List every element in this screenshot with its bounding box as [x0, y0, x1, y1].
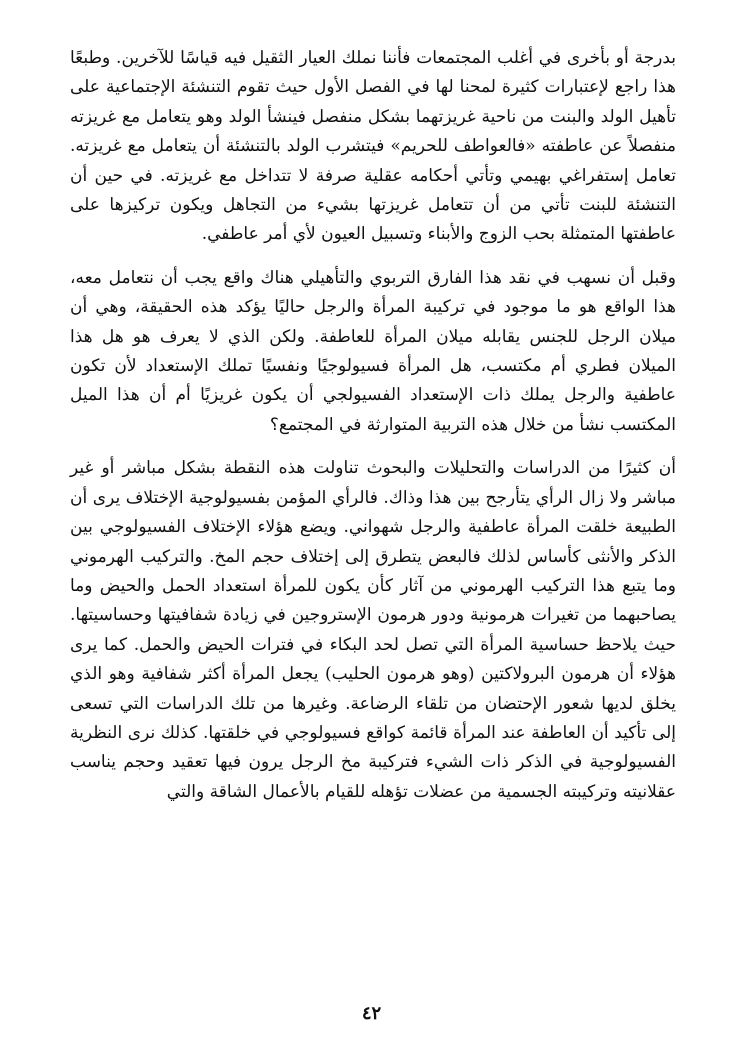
page-body — [70, 44, 676, 807]
page-number: ٤٢ — [361, 1003, 382, 1024]
paragraph-1: بدرجة أو بأخرى في أغلب المجتمعات فأننا نملك العيار الثقيل فيه قياسًا للآخرين. وطبعًا هذا راجع لإعتبارات كثيرة لمحنا لها في الفصل الأول حيث تقوم التنشئة الإجتماعية على تأهيل الولد والبنت من ناحية غريزتهما بشكل منفصل فينشأ الولد وهو يتعامل مع غريزته منفصلاً عن عاطفته «فالعواطف للحريم» فيتشرب الولد بالتنشئة أن يتعامل مع غريزته. تعامل إستفراغي بهيمي وتأتي أحكامه عقلية صرفة لا تتداخل مع غريزته. في حين أن التنشئة للبنت تأتي من أن تتعامل غريزتها بشيء من التجاهل ويكون تركيزها على عاطفتها المتمثلة بحب الزوج والأبناء وتسبيل العيون لأي أمر عاطفي. — [70, 48, 676, 245]
paragraph-3: أن كثيرًا من الدراسات والتحليلات والبحوث تناولت هذه النقطة بشكل مباشر أو غير مباشر ولا زال الرأي يتأرجح بين هذا وذاك. فالرأي المؤمن بفسيولوجية الإختلاف يرى أن الطبيعة خلقت المرأة عاطفية والرجل شهواني. ويضع هؤلاء الإختلاف الفسيولوجي بين الذكر والأنثى كأساس لذلك فالبعض يتطرق إلى إختلاف حجم المخ. والتركيب الهرموني وما يتبع هذا التركيب الهرموني من آثار كأن يكون للمرأة استعداد الحمل والحيض وما يصاحبهما من تغيرات هرمونية ودور هرمون الإستروجين في زيادة شفافيتها وحساسيتها. حيث يلاحظ حساسية المرأة التي تصل لحد البكاء في فترات الحيض والحمل. كما يرى هؤلاء أن هرمون البرولاكتين (وهو هرمون الحليب) يجعل المرأة أكثر شفافية وهو الذي يخلق لديها شعور الإحتضان من تلقاء الرضاعة. وغيرها من تلك الدراسات التي تسعى إلى تأكيد أن العاطفة عند المرأة قائمة كواقع فسيولوجي في خلقتها. كذلك نرى النظرية الفسيولوجية في الذكر ذات الشيء فتركيبة مخ الرجل يرون فيها تعقيد وحجم يناسب عقلانيته وتركيبته الجسمية من عضلات تؤهله للقيام بالأعمال الشاقة والتي — [70, 458, 676, 802]
paragraph-2: وقبل أن نسهب في نقد هذا الفارق التربوي والتأهيلي هناك واقع يجب أن نتعامل معه، هذا الواقع هو ما موجود في تركيبة المرأة والرجل حاليًا يؤكد هذه الحقيقة، وهي أن ميلان الرجل للجنس يقابله ميلان المرأة للعاطفة. ولكن الذي لا يعرف هو هل هذا الميلان فطري أم مكتسب، هل المرأة فسيولوجيًا ونفسيًا تملك الإستعداد لأن تكون عاطفية والرجل يملك ذات الإستعداد الفسيولجي أن يكون غريزيًا أم أن هذا الميل المكتسب نشأ من خلال هذه التربية المتوارثة في المجتمع؟ — [70, 267, 676, 435]
